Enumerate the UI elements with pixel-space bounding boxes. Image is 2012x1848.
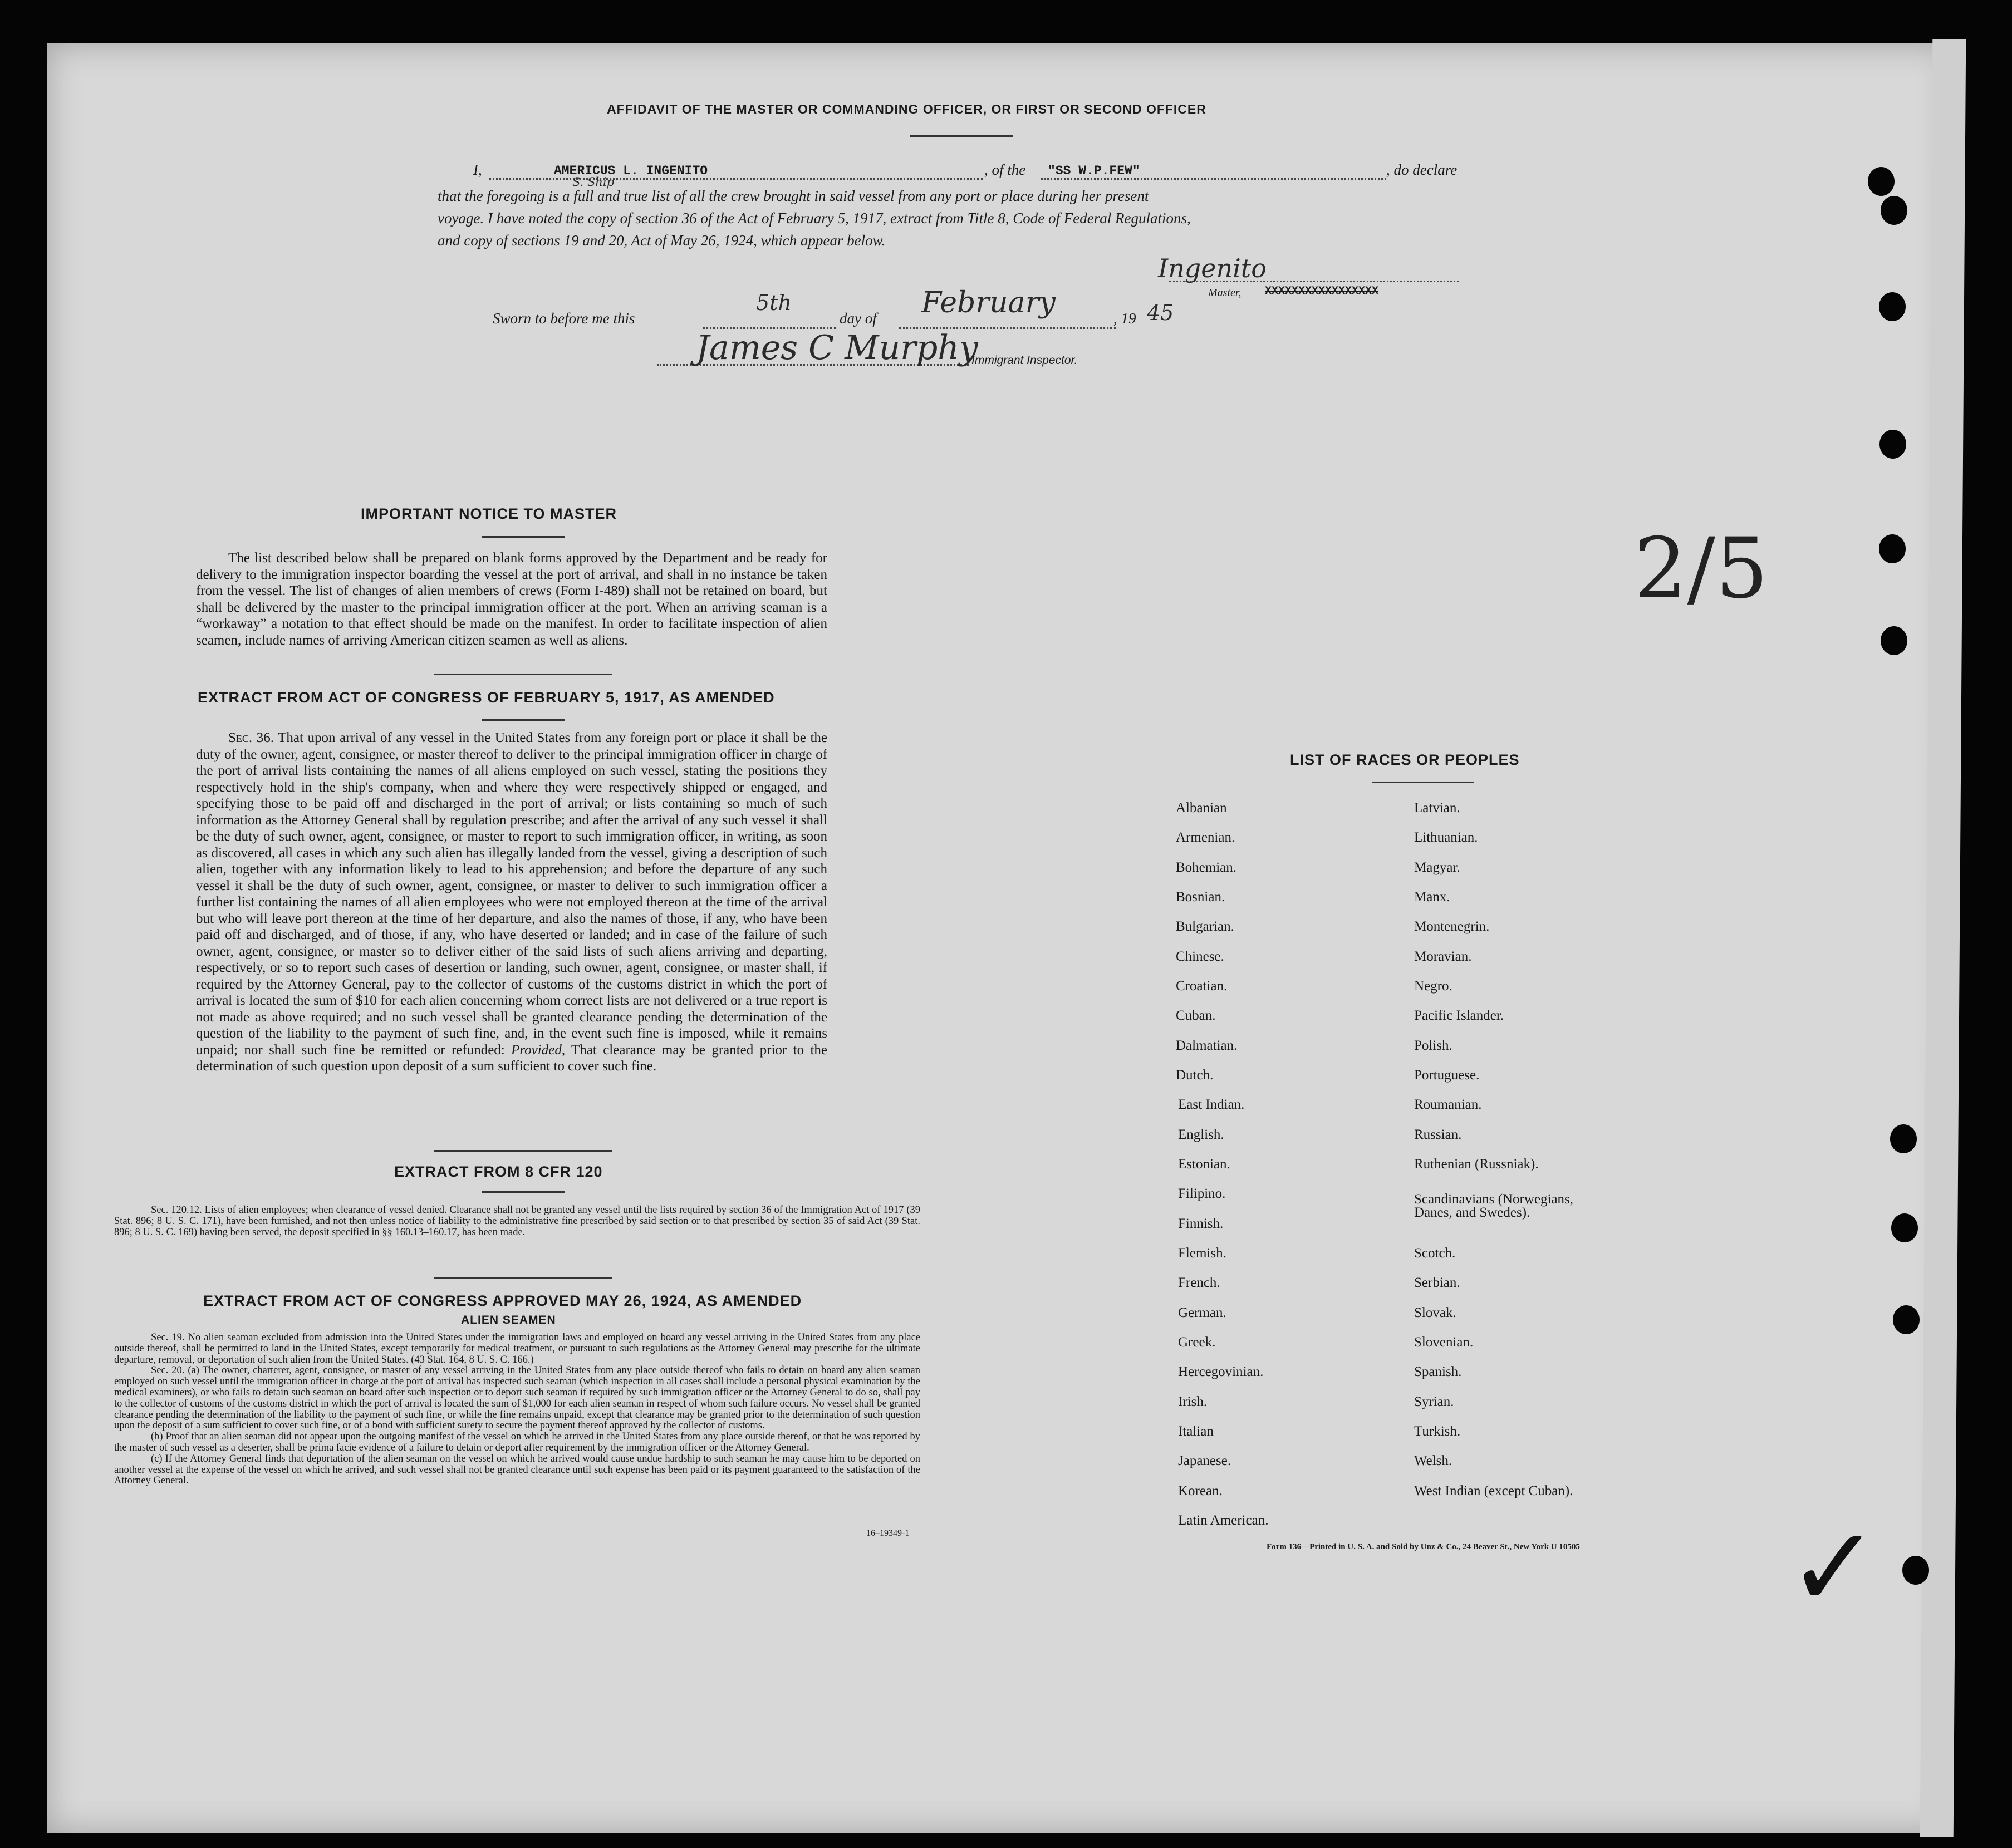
month-field — [899, 286, 1116, 329]
section-20a-text: Sec. 20. (a) The owner, charterer, agent, consignee, or master of any vessel arriving in the United States from any place outside thereof who fails to detain on board any alien seaman employed on such vessel until the immigration officer in charge at the port of arrival has inspected such seaman (which inspection in all cases shall include a personal physical examination by the medical examiners), or who fails to detain such seaman on board after such inspection or to deport such seaman if required by such immigration officer or the Attorney General to do so, shall pay to the collector of customs of the customs district in which the port of arrival is located the sum of $1,000 for each alien seaman in respect of whom such failure occurs. No vessel shall be granted clearance pending the determination of the liability to the payment of such fine, or while the fine remains unpaid, except that clearance may be granted prior to the determination of such question upon the deposit of a sum sufficient to cover such fine, or of a bond with sufficient surety to secure the payment thereof approved by the collector of customs. — [114, 1365, 920, 1432]
race-item: Japanese. — [1178, 1453, 1231, 1468]
punch-hole — [1893, 1305, 1920, 1334]
divider — [482, 1191, 565, 1193]
master-name-value: AMERICUS L. INGENITO — [554, 164, 708, 178]
inspector-signature: James C Murphy — [696, 328, 978, 367]
extract-1924-title: EXTRACT FROM ACT OF CONGRESS APPROVED MAY 26, 1924, AS AMENDED — [203, 1292, 802, 1309]
divider — [910, 135, 1013, 137]
punch-hole — [1881, 626, 1907, 655]
race-item: Negro. — [1414, 979, 1452, 994]
extract-1924-text — [114, 1333, 920, 1487]
race-item: Danes, and Swedes). — [1414, 1205, 1530, 1220]
alien-seamen-subtitle: ALIEN SEAMEN — [461, 1314, 556, 1326]
race-item: Finnish. — [1178, 1216, 1224, 1231]
provided-text: That clearance may be granted prior to the determination of such question upon deposit of a sum sufficient to cover such fine. — [196, 1042, 827, 1074]
race-item: Slovak. — [1414, 1305, 1456, 1320]
race-item: Bulgarian. — [1176, 919, 1234, 934]
race-item: Scandinavians (Norwegians, — [1414, 1192, 1574, 1207]
extract-1917-title: EXTRACT FROM ACT OF CONGRESS OF FEBRUARY 5, 1917, AS AMENDED — [198, 689, 775, 706]
provided-label: Provided, — [511, 1042, 566, 1058]
race-item: Manx. — [1414, 889, 1450, 905]
divider — [434, 674, 612, 675]
notice-title: IMPORTANT NOTICE TO MASTER — [361, 505, 617, 522]
race-item: Portuguese. — [1414, 1068, 1480, 1083]
inspector-label: Immigrant Inspector. — [971, 354, 1078, 367]
race-item: Serbian. — [1414, 1275, 1460, 1290]
race-item: English. — [1178, 1127, 1224, 1142]
race-item: Latin American. — [1178, 1513, 1269, 1528]
race-item: Flemish. — [1178, 1246, 1226, 1261]
master-name-field — [489, 166, 983, 180]
race-item: Slovenian. — [1414, 1335, 1474, 1350]
race-item: Latvian. — [1414, 800, 1460, 815]
divider — [482, 536, 565, 538]
declaration-line-4: and copy of sections 19 and 20, Act of May 26, 1924, which appear below. — [438, 232, 886, 249]
form-code: 16–19349-1 — [866, 1528, 910, 1538]
race-item: Cuban. — [1176, 1008, 1216, 1023]
day-of-label: day of — [840, 310, 877, 327]
affidavit-title: AFFIDAVIT OF THE MASTER OR COMMANDING OFFICER, OR FIRST OR SECOND OFFICER — [607, 102, 1206, 116]
race-item: Dalmatian. — [1176, 1038, 1238, 1053]
punch-hole — [1890, 1124, 1917, 1153]
race-item: Albanian — [1176, 800, 1227, 815]
punch-hole — [1902, 1556, 1929, 1585]
section-36-text: That upon arrival of any vessel in the United States from any foreign port or place it shall be the duty of the owner, agent, consignee, or master thereof to deliver to the principal immigration officer in charge of the port of arrival lists containing the names of all aliens employed on such vessel, stating the positions they respectively hold in the ship's company, when and where they were respectively shipped or engaged, and specifying those to be paid off and discharged in the port of arrival; or lists containing so much of such information as the Attorney General shall by regulation prescribe; and after the arrival of any such vessel it shall be the duty of such owner, agent, consignee, or master to report to such immigration officer, in writing, as soon as discovered, all cases in which any such alien has illegally landed from the vessel, giving a description of such alien, together with any information likely to lead to his apprehension; and before the departure of any such vessel it shall be the duty of such owner, agent, consignee, or master to deliver to such immigration officer a further list containing the names of all alien employees who were not employed thereon at the time of the arrival but who will leave port thereon at the time of her departure, and also the names of those, if any, who have been paid off and discharged, and of those, if any, who have deserted or landed; and in case of the failure of such owner, agent, consignee, or master so to deliver either of the said lists of such aliens arriving and departing, respectively, or so to report such cases of desertion or landing, such owner, agent, consignee, or master shall, if required by the Attorney General, pay to the collector of customs of the customs district in which the port of arrival is located the sum of $10 for each alien concerning whom correct lists are not delivered or a true report is not made as above required; and no such vessel shall be granted clearance pending the determination of the question of the liability to the payment of such fine, and, in the event such fine is imposed, while it remains unpaid; nor shall such fine be remitted or refunded: — [196, 730, 827, 1058]
divider — [482, 719, 565, 721]
race-item: Montenegrin. — [1414, 919, 1490, 934]
day-value: 5th — [756, 291, 792, 315]
punch-hole — [1891, 1213, 1918, 1242]
race-item: Pacific Islander. — [1414, 1008, 1504, 1023]
race-item: German. — [1178, 1305, 1226, 1320]
punch-hole — [1881, 196, 1907, 225]
punch-hole — [1879, 534, 1906, 563]
extract-cfr-title: EXTRACT FROM 8 CFR 120 — [394, 1163, 603, 1180]
race-item: Dutch. — [1176, 1068, 1214, 1083]
race-item: Hercegovinian. — [1178, 1364, 1264, 1379]
divider — [1372, 782, 1474, 783]
race-item: East Indian. — [1178, 1097, 1245, 1112]
year-value: 45 — [1147, 301, 1174, 325]
race-item: Magyar. — [1414, 860, 1460, 875]
extract-1917-text — [196, 730, 827, 1075]
race-item: Irish. — [1178, 1394, 1208, 1409]
race-item: Armenian. — [1176, 830, 1235, 845]
race-item: Lithuanian. — [1414, 830, 1478, 845]
master-signature: Ingenito — [1158, 253, 1267, 283]
race-item: Italian — [1178, 1424, 1214, 1439]
divider — [434, 1277, 612, 1279]
punch-hole — [1879, 430, 1906, 459]
punch-hole — [1868, 167, 1895, 196]
race-item: Moravian. — [1414, 949, 1472, 964]
month-value: February — [921, 286, 1056, 320]
extract-cfr-text: Sec. 120.12. Lists of alien employees; when clearance of vessel denied. Clearance shall not be granted any vessel until the lists required by section 36 of the Immigration Act of 1917 (39 Stat. 896; 8 U. S. C. 171), have been furnished, and not then unless notice of liability to the administrative fine prescribed by said section or to that prescribed by section 35 of said Act (39 Stat. 896; 8 U. S. C. 169) having been served, the deposit specified in §§ 160.13–160.17, has been made. — [114, 1205, 920, 1238]
year-prefix: , 19 — [1113, 310, 1136, 327]
race-item: Turkish. — [1414, 1424, 1461, 1439]
section-19-text: Sec. 19. No alien seaman excluded from admission into the United States under the immigration laws and employed on board any vessel arriving in the United States from any place outside thereof, shall be permitted to land in the United States, except temporarily for medical treatment, or pursuant to such regulations as the Attorney General may prescribe for the ultimate departure, removal, or deportation of such alien from the United States. (43 Stat. 164, 8 U. S. C. 166.) — [114, 1332, 920, 1365]
race-item: Scotch. — [1414, 1246, 1456, 1261]
race-item: Bosnian. — [1176, 889, 1225, 905]
race-item: West Indian (except Cuban). — [1414, 1483, 1573, 1498]
race-item: Korean. — [1178, 1483, 1223, 1498]
race-item: Welsh. — [1414, 1453, 1452, 1468]
do-declare-label: , do declare — [1386, 161, 1458, 178]
race-item: Bohemian. — [1176, 860, 1237, 875]
notice-text: The list described below shall be prepared on blank forms approved by the Department and be ready for delivery to the immigration inspector boarding the vessel at the port of arrival, and shall in no instance be taken from the vessel. The list of changes of alien members of crews (Form I-489) shall not be retained on board, but shall be delivered by the master to the principal immigration officer at the port. When an arriving seaman is a “workaway” a notation to that effect should be made on the manifest. In order to facilitate inspection of alien seamen, include names of arriving American citizen seamen as well as aliens. — [196, 551, 827, 648]
master-label: Master, — [1208, 287, 1241, 299]
declaration-line-3: voyage. I have noted the copy of section 36 of the Act of February 5, 1917, extract from Title 8, Code of Federal Regulations, — [438, 210, 1191, 227]
race-item: Polish. — [1414, 1038, 1452, 1053]
section-20b-text: (b) Proof that an alien seaman did not appear upon the outgoing manifest of the vessel on which he arrived in the United States from any place outside thereof, or that he was reported by the master of such vessel as a deserter, shall be prima facie evidence of a failure to detain or deport after requirement by the immigration officer or the Attorney General. — [114, 1431, 920, 1453]
declaration-line-2: that the foregoing is a full and true list of all the crew brought in said vessel from any port or place during her present — [438, 188, 1149, 204]
day-field — [703, 291, 836, 329]
section-20c-text: (c) If the Attorney General finds that deportation of the alien seaman on the vessel on which he arrived would cause undue hardship to such seaman he may cause him to be deported on another vessel at the expense of the vessel on which he arrived, and such vessel shall not be granted clearance until such expense has been paid or its payment guaranteed to the satisfaction of the Attorney General. — [114, 1453, 920, 1487]
race-item: Greek. — [1178, 1335, 1216, 1350]
struck-title: XXXXXXXXXXXXXXXXX — [1265, 285, 1379, 298]
race-item: Syrian. — [1414, 1394, 1454, 1409]
punch-hole — [1879, 292, 1906, 321]
declarant-label: I, — [473, 161, 482, 178]
handwritten-checkmark: ✓ — [1787, 1503, 1881, 1633]
handwritten-insert: S. Ship — [572, 175, 615, 189]
divider — [434, 1150, 612, 1152]
sworn-label: Sworn to before me this — [493, 310, 635, 327]
races-title: LIST OF RACES OR PEOPLES — [1290, 751, 1520, 768]
vessel-name-field — [1041, 166, 1386, 180]
race-item: French. — [1178, 1275, 1220, 1290]
handwritten-fraction: 2/5 — [1634, 520, 1769, 617]
of-the-label: , of the — [984, 161, 1026, 178]
race-item: Spanish. — [1414, 1364, 1462, 1379]
form-footer: Form 136—Printed in U. S. A. and Sold by Unz & Co., 24 Beaver St., New York U 10505 — [1267, 1542, 1580, 1551]
race-item: Chinese. — [1176, 949, 1224, 964]
race-item: Ruthenian (Russniak). — [1414, 1157, 1539, 1172]
race-item: Estonian. — [1178, 1157, 1230, 1172]
race-item: Filipino. — [1178, 1186, 1226, 1201]
vessel-name-value: "SS W.P.FEW" — [1048, 164, 1140, 178]
race-item: Russian. — [1414, 1127, 1462, 1142]
section-36-label: Sec. 36. — [228, 730, 274, 745]
race-item: Roumanian. — [1414, 1097, 1482, 1112]
race-item: Croatian. — [1176, 979, 1228, 994]
